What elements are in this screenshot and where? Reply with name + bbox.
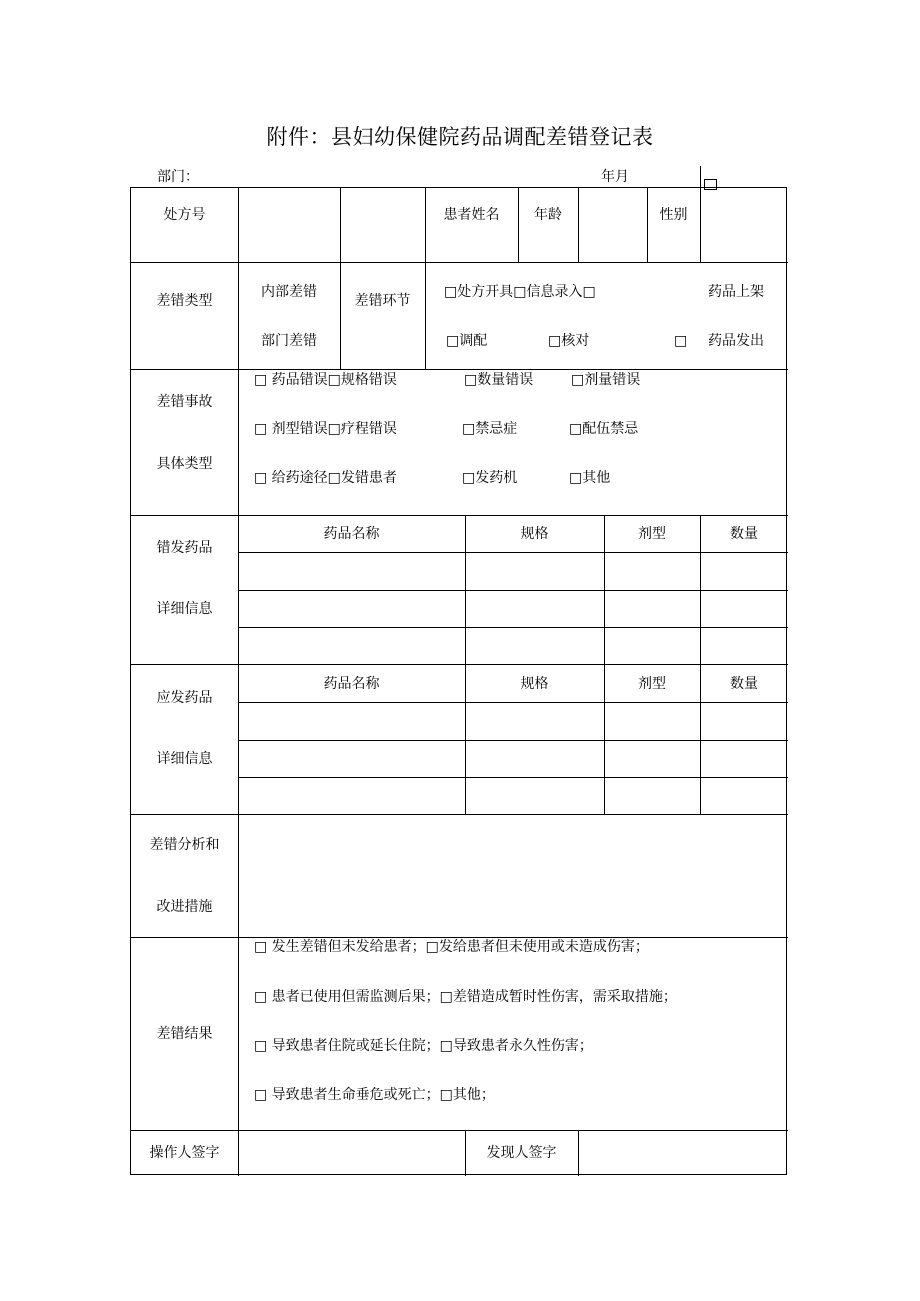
stage-option-dispense[interactable]: □调配 — [446, 333, 488, 349]
correct-drug-col-form: 剂型 — [638, 676, 666, 692]
stage-options-line1[interactable]: □处方开具□信息录入□ — [444, 284, 596, 300]
internal-error-option: 内部差错 — [261, 284, 317, 300]
stage-option-release-checkbox[interactable]: □ — [674, 333, 688, 349]
correct-drug-col-name: 药品名称 — [323, 676, 380, 692]
table-row-divider — [238, 590, 788, 591]
stage-option-check[interactable]: □核对 — [548, 333, 590, 349]
accident-option[interactable]: □禁忌症 — [462, 421, 518, 437]
header-divider — [700, 166, 701, 188]
accident-option[interactable]: □其他 — [569, 470, 611, 486]
row-divider — [131, 1130, 788, 1131]
table-row-divider — [238, 552, 788, 553]
result-option-line[interactable]: □ 导致患者住院或延长住院；□导致患者永久性伤害； — [254, 1038, 593, 1054]
analysis-label-1: 差错分析和 — [149, 837, 220, 853]
row-divider — [131, 262, 788, 263]
row-divider — [131, 664, 788, 665]
age-label: 年龄 — [534, 207, 562, 223]
discoverer-signature-label: 发现人签字 — [486, 1145, 557, 1161]
analysis-label-2: 改进措施 — [156, 899, 213, 915]
table-row-divider — [238, 777, 788, 778]
stage-option-release: 药品发出 — [708, 333, 764, 349]
accident-option[interactable]: □数量错误 — [464, 372, 534, 388]
prescription-no-label: 处方号 — [163, 207, 206, 223]
col-divider — [578, 188, 579, 262]
col-divider — [578, 1130, 579, 1176]
wrong-drug-col-qty: 数量 — [730, 526, 758, 542]
accident-option[interactable]: □ 药品错误□规格错误 — [254, 372, 397, 388]
row-divider — [131, 814, 788, 815]
wrong-drug-label-1: 错发药品 — [156, 540, 213, 556]
correct-drug-label-2: 详细信息 — [156, 751, 213, 767]
department-label: 部门： — [157, 169, 199, 185]
result-option-line[interactable]: □ 患者已使用但需监测后果；□差错造成暂时性伤害，需采取措施； — [254, 989, 677, 1005]
correct-drug-label-1: 应发药品 — [156, 690, 213, 706]
wrong-drug-col-name: 药品名称 — [323, 526, 380, 542]
accident-option[interactable]: □配伍禁忌 — [569, 421, 639, 437]
result-option-line[interactable]: □ 发生差错但未发给患者；□发给患者但未使用或未造成伤害； — [254, 939, 649, 955]
date-label: 年月 — [601, 169, 629, 185]
error-type-label: 差错类型 — [156, 293, 213, 309]
wrong-drug-col-form: 剂型 — [638, 526, 666, 542]
stage-option-shelving: 药品上架 — [708, 284, 764, 300]
patient-name-label: 患者姓名 — [443, 207, 500, 223]
col-divider — [700, 188, 701, 262]
error-stage-label: 差错环节 — [354, 293, 411, 309]
table-row-divider — [238, 627, 788, 628]
col-divider — [340, 188, 341, 369]
wrong-drug-col-spec: 规格 — [520, 526, 549, 542]
department-error-option: 部门差错 — [261, 333, 317, 349]
gender-label: 性别 — [659, 207, 688, 223]
result-option-line[interactable]: □ 导致患者生命垂危或死亡；□其他； — [254, 1087, 495, 1103]
correct-drug-col-qty: 数量 — [730, 676, 758, 692]
operator-signature-label: 操作人签字 — [149, 1145, 220, 1161]
table-row-divider — [238, 702, 788, 703]
correct-drug-col-spec: 规格 — [520, 676, 549, 692]
accident-option[interactable]: □ 给药途径□发错患者 — [254, 470, 397, 486]
col-divider — [647, 188, 648, 262]
row-divider — [131, 369, 788, 370]
accident-type-label-1: 差错事故 — [156, 394, 213, 410]
accident-option[interactable]: □ 剂型错误□疗程错误 — [254, 421, 397, 437]
accident-type-label-2: 具体类型 — [156, 456, 213, 472]
row-divider — [131, 515, 788, 516]
form-title: 附件：县妇幼保健院药品调配差错登记表 — [266, 125, 654, 149]
wrong-drug-label-2: 详细信息 — [156, 601, 213, 617]
accident-option[interactable]: □发药机 — [462, 470, 518, 486]
error-registration-form — [130, 187, 787, 1175]
accident-option[interactable]: □剂量错误 — [571, 372, 641, 388]
table-row-divider — [238, 740, 788, 741]
result-label: 差错结果 — [156, 1026, 213, 1042]
col-divider — [518, 188, 519, 262]
